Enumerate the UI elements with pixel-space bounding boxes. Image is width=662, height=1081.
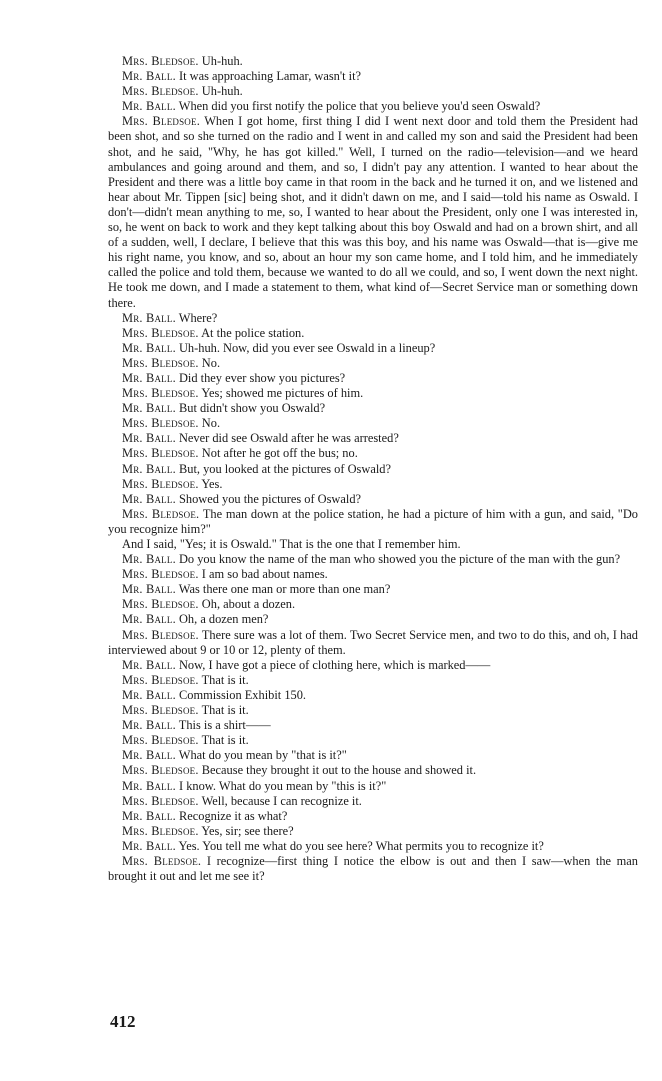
utterance-text: That is it.	[201, 733, 249, 748]
speaker-label: Mrs. Bledsoe.	[122, 506, 200, 521]
transcript-line	[108, 718, 638, 733]
speaker-label: Mrs. Bledsoe.	[122, 733, 199, 748]
utterance-text: But, you looked at the pictures of Oswald?	[178, 461, 391, 476]
speaker-label: Mrs. Bledsoe.	[122, 627, 199, 642]
transcript-line	[108, 612, 638, 627]
utterance-text: When did you first notify the police that you believe you'd seen Oswald?	[178, 99, 541, 114]
speaker-label: Mrs. Bledsoe.	[122, 703, 199, 718]
speaker-label: Mrs. Bledsoe.	[122, 355, 199, 370]
speaker-label: Mrs. Bledsoe.	[122, 476, 199, 491]
utterance-text: Showed you the pictures of Oswald?	[178, 491, 362, 506]
transcript-line	[108, 809, 638, 824]
transcript-line	[108, 779, 638, 794]
utterance-text: Yes; showed me pictures of him.	[201, 386, 364, 401]
utterance-text: But didn't show you Oswald?	[178, 401, 326, 416]
transcript-line	[108, 537, 638, 552]
utterance-text: No.	[201, 416, 221, 431]
speaker-label: Mr. Ball.	[122, 612, 176, 627]
transcript-line	[108, 673, 638, 688]
speaker-label: Mr. Ball.	[122, 491, 176, 506]
speaker-label: Mrs. Bledsoe.	[122, 114, 200, 129]
transcript-line	[108, 597, 638, 612]
speaker-label: Mr. Ball.	[122, 461, 176, 476]
utterance-text: It was approaching Lamar, wasn't it?	[178, 69, 362, 84]
utterance-text: At the police station.	[201, 325, 305, 340]
utterance-text: Yes.	[201, 476, 223, 491]
speaker-label: Mrs. Bledsoe.	[122, 386, 199, 401]
utterance-text: Oh, a dozen men?	[178, 612, 269, 627]
transcript-line	[108, 854, 638, 884]
transcript-line	[108, 748, 638, 763]
transcript-line	[108, 658, 638, 673]
transcript-line	[108, 114, 638, 310]
transcript-line	[108, 582, 638, 597]
speaker-label: Mrs. Bledsoe.	[122, 84, 199, 99]
utterance-text: Do you know the name of the man who showed you the picture of the man with the gun?	[178, 552, 621, 567]
transcript-body	[108, 54, 638, 884]
transcript-line	[108, 99, 638, 114]
utterance-text: Did they ever show you pictures?	[178, 370, 346, 385]
utterance-text: When I got home, first thing I did I went next door and told them the President had been shot, and so she turned on the radio and I went in and called my son and said the President had been shot, and he said, "Why, he has got killed." Well, I turned on the radio—television—and we heard ambulances and going around and them, and so, I didn't pay any attention. I wanted to hear about the President and there was a little boy came in that room in the back and he turned it on, and we listened and hear about Mr. Tippen [sic] being shot, and it didn't dawn on me, and I said—told his name as Oswald. I don't—didn't mean anything to me, so, I wanted to hear about the President, only one I was interested in, so, he went on back to work and they kept talking about this boy Oswald and had on a brown shirt, and all of a sudden, well, I declare, I believe that this was this boy, and his name was Oswald—that is—give me his right name, you know, and so, about an hour my son came home, and I told him, and he immediately called the police and told them, because we wanted to do all we could, and so, I went down the next night. He took me down, and I made a statement to them, what kind of—Secret Service man or something down there.	[108, 114, 639, 310]
speaker-label: Mrs. Bledsoe.	[122, 567, 199, 582]
transcript-line	[108, 567, 638, 582]
utterance-text: The man down at the police station, he had a picture of him with a gun, and said, "Do you recognize him?"	[108, 506, 638, 536]
utterance-text: Uh-huh.	[201, 54, 243, 68]
speaker-label: Mr. Ball.	[122, 778, 176, 793]
transcript-line	[108, 688, 638, 703]
transcript-line	[108, 54, 638, 69]
utterance-text: This is a shirt——	[178, 718, 271, 733]
speaker-label: Mr. Ball.	[122, 657, 176, 672]
transcript-line	[108, 416, 638, 431]
utterance-text: That is it.	[201, 672, 249, 687]
speaker-label: Mr. Ball.	[122, 582, 176, 597]
transcript-line	[108, 356, 638, 371]
speaker-label: Mr. Ball.	[122, 687, 176, 702]
speaker-label: Mrs. Bledsoe.	[122, 54, 199, 68]
transcript-line	[108, 628, 638, 658]
utterance-text: I recognize—first thing I notice the elbow is out and then I saw—when the man brought it out and let me see it?	[108, 853, 638, 884]
transcript-line	[108, 552, 638, 567]
utterance-text: No.	[201, 355, 221, 370]
speaker-label: Mrs. Bledsoe.	[122, 763, 199, 778]
utterance-text: That is it.	[201, 703, 249, 718]
transcript-line	[108, 703, 638, 718]
utterance-text: Now, I have got a piece of clothing here, which is marked——	[178, 657, 491, 672]
speaker-label: Mr. Ball.	[122, 808, 176, 823]
utterance-text: What do you mean by "that is it?"	[178, 748, 347, 763]
transcript-line	[108, 839, 638, 854]
transcript-line	[108, 824, 638, 839]
transcript-line	[108, 733, 638, 748]
utterance-text: And I said, "Yes; it is Oswald." That is the one that I remember him.	[122, 537, 461, 551]
transcript-line	[108, 401, 638, 416]
speaker-label: Mrs. Bledsoe.	[122, 597, 199, 612]
transcript-line	[108, 69, 638, 84]
utterance-text: Well, because I can recognize it.	[201, 793, 362, 808]
transcript-line	[108, 371, 638, 386]
speaker-label: Mrs. Bledsoe.	[122, 672, 199, 687]
speaker-label: Mrs. Bledsoe.	[122, 325, 199, 340]
utterance-text: I know. What do you mean by "this is it?"	[178, 778, 387, 793]
utterance-text: Never did see Oswald after he was arrested?	[178, 431, 399, 446]
utterance-text: Was there one man or more than one man?	[178, 582, 391, 597]
transcript-line	[108, 386, 638, 401]
speaker-label: Mrs. Bledsoe.	[122, 823, 199, 838]
speaker-label: Mr. Ball.	[122, 718, 176, 733]
speaker-label: Mrs. Bledsoe.	[122, 853, 202, 868]
transcript-line	[108, 794, 638, 809]
transcript-line	[108, 477, 638, 492]
speaker-label: Mr. Ball.	[122, 431, 176, 446]
speaker-label: Mr. Ball.	[122, 370, 176, 385]
utterance-text: There sure was a lot of them. Two Secret Service men, and two to do this, and oh, I had interviewed about 9 or 10 or 12, plenty of them.	[108, 627, 638, 657]
utterance-text: Not after he got off the bus; no.	[201, 446, 358, 461]
utterance-text: Where?	[178, 310, 218, 325]
speaker-label: Mrs. Bledsoe.	[122, 446, 199, 461]
speaker-label: Mr. Ball.	[122, 69, 176, 84]
speaker-label: Mrs. Bledsoe.	[122, 416, 199, 431]
utterance-text: Commission Exhibit 150.	[178, 687, 307, 702]
speaker-label: Mr. Ball.	[122, 310, 176, 325]
speaker-label: Mr. Ball.	[122, 552, 176, 567]
transcript-line	[108, 431, 638, 446]
utterance-text: Uh-huh. Now, did you ever see Oswald in a lineup?	[178, 340, 436, 355]
utterance-text: Yes. You tell me what do you see here? What permits you to recognize it?	[178, 838, 544, 853]
transcript-line	[108, 763, 638, 778]
utterance-text: Yes, sir; see there?	[201, 823, 294, 838]
transcript-line	[108, 311, 638, 326]
transcript-line	[108, 341, 638, 356]
transcript-line	[108, 84, 638, 99]
utterance-text: Because they brought it out to the house and showed it.	[201, 763, 477, 778]
transcript-line	[108, 492, 638, 507]
speaker-label: Mr. Ball.	[122, 748, 176, 763]
utterance-text: Recognize it as what?	[178, 808, 288, 823]
speaker-label: Mr. Ball.	[122, 838, 176, 853]
utterance-text: Uh-huh.	[201, 84, 243, 99]
speaker-label: Mrs. Bledsoe.	[122, 793, 199, 808]
transcript-line	[108, 507, 638, 537]
speaker-label: Mr. Ball.	[122, 401, 176, 416]
transcript-line	[108, 462, 638, 477]
transcript-line	[108, 446, 638, 461]
speaker-label: Mr. Ball.	[122, 99, 176, 114]
utterance-text: I am so bad about names.	[201, 567, 328, 582]
page-number: 412	[110, 1012, 136, 1031]
speaker-label: Mr. Ball.	[122, 340, 176, 355]
transcript-line	[108, 326, 638, 341]
utterance-text: Oh, about a dozen.	[201, 597, 296, 612]
